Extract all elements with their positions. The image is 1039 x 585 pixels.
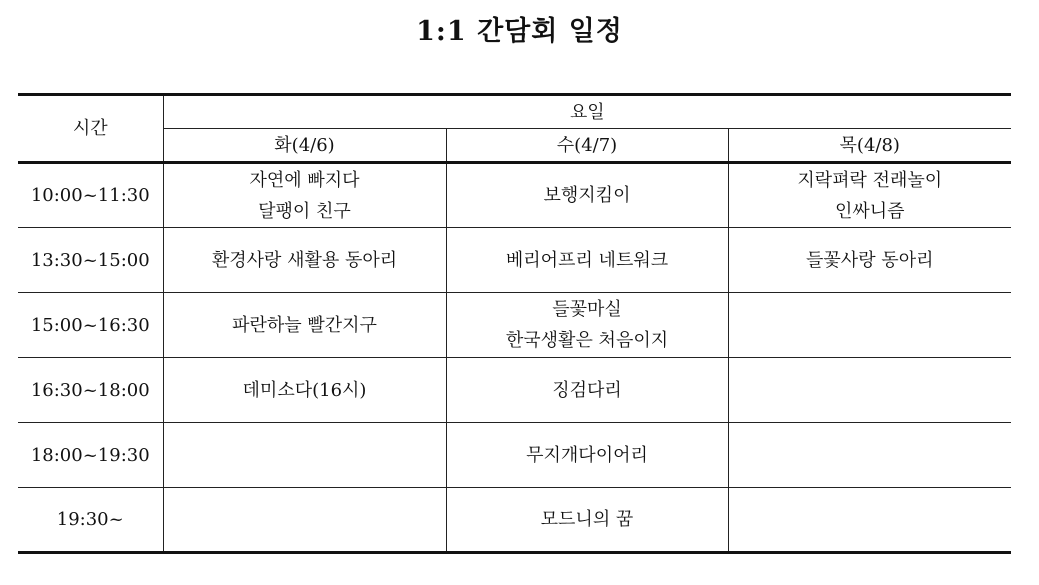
group-name: 들꽃사랑 동아리 [806,249,934,271]
group-name: 보행지킴이 [543,185,631,206]
schedule-cell-tue [163,423,446,488]
group-name: 파란하늘 빨간지구 [232,314,377,336]
group-name: 인싸니즘 [834,200,905,222]
schedule-table [18,93,1011,554]
header-row-days [18,95,1011,129]
table-row [18,228,1011,293]
table-row [18,163,1011,228]
group-name: 환경사랑 새활용 동아리 [211,249,398,271]
schedule-cell-tue [163,358,446,423]
schedule-cell-thu [728,488,1011,553]
schedule-cell-tue [163,488,446,553]
schedule-cell-thu [728,293,1011,358]
time-cell: 10:00~11:30 [18,163,163,228]
table-row [18,423,1011,488]
table-row [18,358,1011,423]
schedule-cell-thu [728,163,1011,228]
schedule-cell-thu [728,228,1011,293]
time-cell: 19:30~ [18,488,163,553]
schedule-cell-wed [446,293,728,358]
time-cell: 16:30~18:00 [18,358,163,423]
group-name: 베리어프리 네트워크 [505,249,669,271]
page-title: 1:1 간담회 일정 [416,16,623,47]
time-cell: 13:30~15:00 [18,228,163,293]
schedule-cell-thu [728,358,1011,423]
group-name: 들꽃마실 [552,299,622,320]
time-cell: 18:00~19:30 [18,423,163,488]
schedule-cell-wed [446,358,728,423]
time-column-header: 시간 [18,95,163,163]
header-row-dates [18,129,1011,163]
group-name: 데미소다(16시) [242,379,367,401]
group-name: 징검다리 [552,379,622,401]
group-name: 한국생활은 처음이지 [505,330,669,351]
group-name: 무지개다이어리 [526,444,648,466]
schedule-cell-wed [446,423,728,488]
time-cell: 15:00~16:30 [18,293,163,358]
day-header-wed: 수(4/7) [446,129,728,163]
schedule-cell-thu [728,423,1011,488]
group-name: 자연에 빠지다 [249,169,360,191]
table-row [18,488,1011,553]
day-header-thu: 목(4/8) [728,129,1011,163]
schedule-cell-tue [163,293,446,358]
day-header-tue: 화(4/6) [163,129,446,163]
schedule-cell-tue [163,228,446,293]
schedule-cell-wed [446,228,728,293]
schedule-cell-wed [446,163,728,228]
schedule-cell-wed [446,488,728,553]
group-name: 모드니의 꿈 [540,509,634,530]
table-row [18,293,1011,358]
schedule-cell-tue [163,163,446,228]
group-name: 지락펴락 전래놀이 [797,169,943,191]
day-group-header: 요일 [163,95,1011,129]
group-name: 달팽이 친구 [258,200,351,222]
